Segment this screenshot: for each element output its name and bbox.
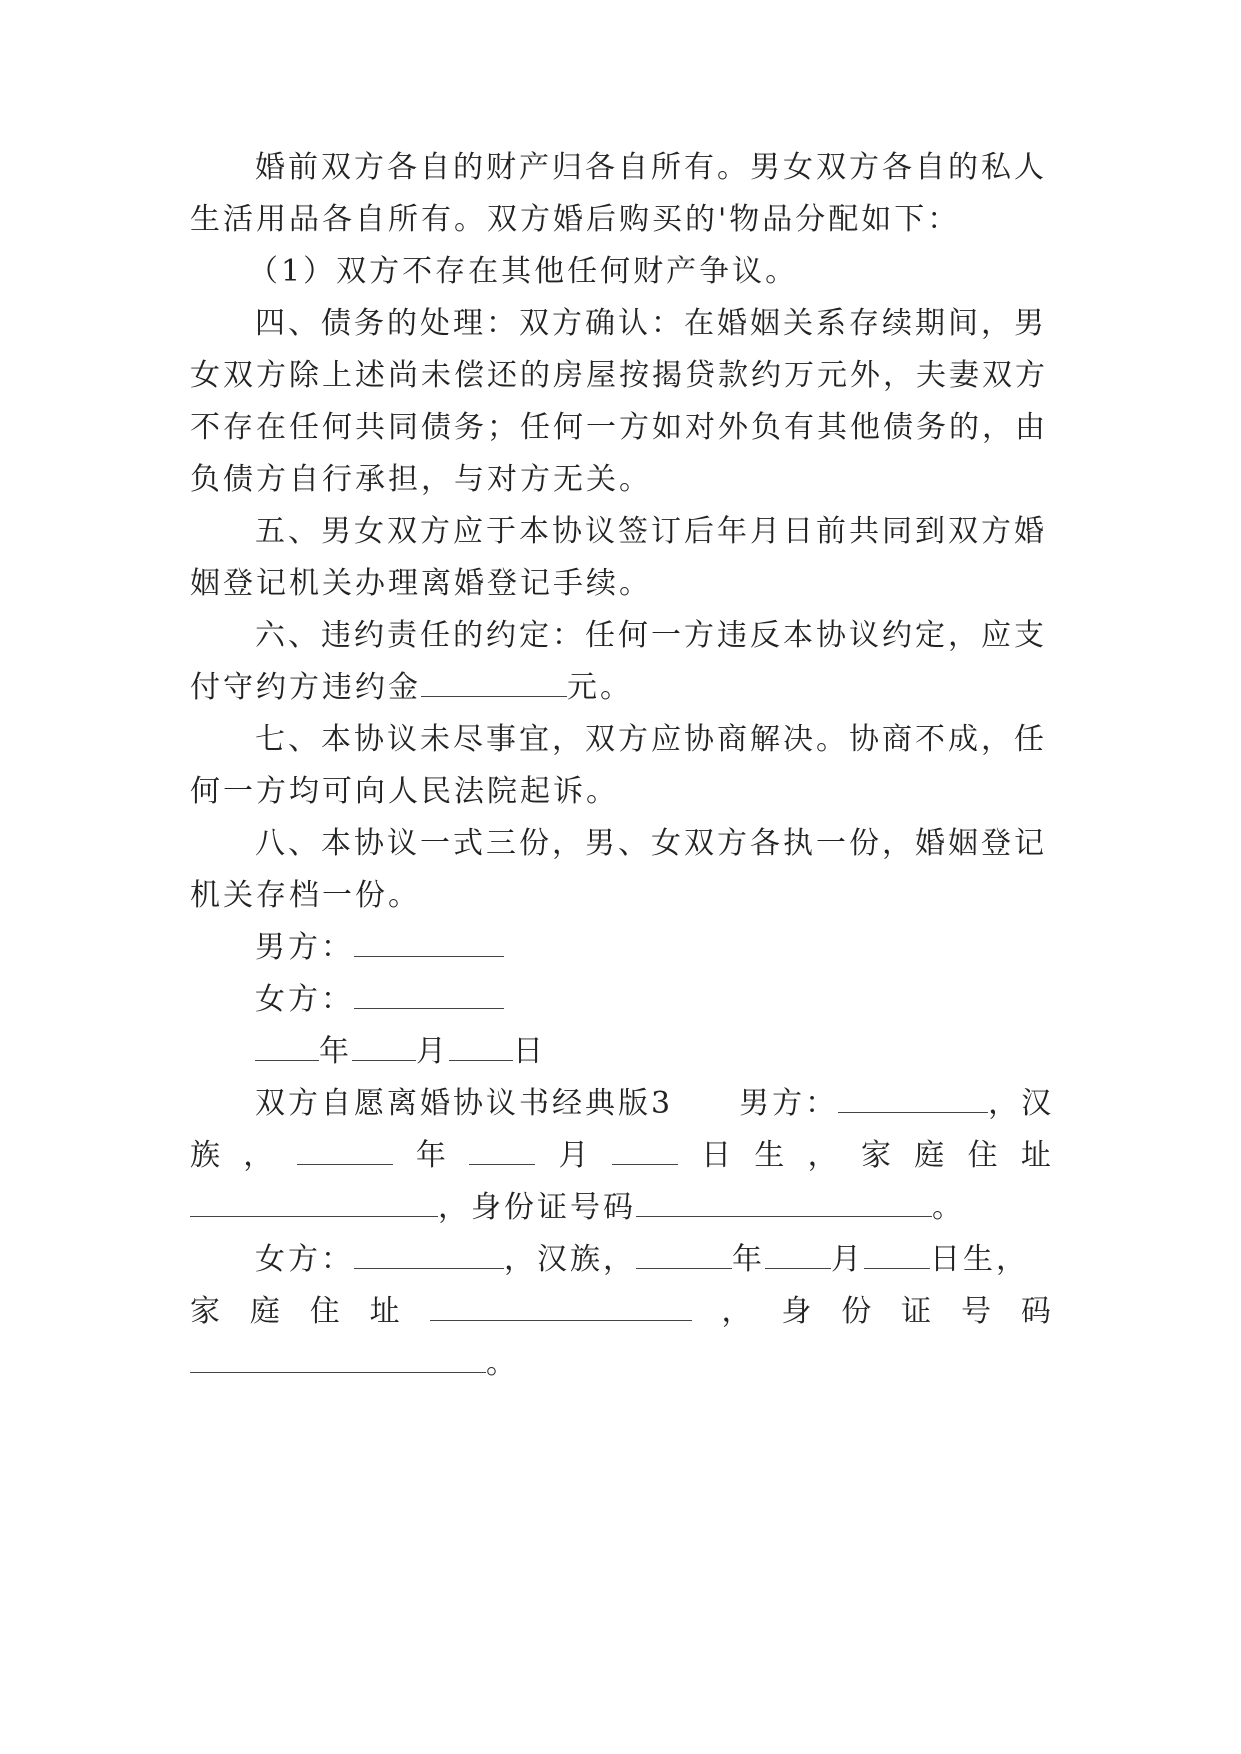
section-heading: 双方自愿离婚协议书经典版3 — [255, 1086, 674, 1121]
text-fragment: 族 — [190, 1138, 220, 1173]
paragraph-line — [255, 1240, 1051, 1280]
paragraph-line: 婚前双方各自的财产归各自所有。男女双方各自的私人 — [255, 150, 1047, 185]
fill-blank — [421, 668, 567, 697]
paragraph-line: （1）双方不存在其他任何财产争议。 — [248, 254, 799, 289]
fill-blank — [449, 1032, 513, 1061]
fill-blank — [352, 1032, 416, 1061]
text-fragment: 庭 — [914, 1138, 945, 1173]
text-fragment: 日 — [701, 1138, 732, 1173]
date-line — [255, 1032, 1051, 1072]
fill-blank — [190, 1188, 438, 1217]
fill-blank — [255, 1032, 319, 1061]
fill-blank — [864, 1240, 930, 1269]
text-fragment: 住 — [967, 1138, 998, 1173]
fill-blank — [612, 1136, 678, 1165]
text-fragment: 男方： — [739, 1086, 839, 1121]
fill-blank — [430, 1292, 692, 1321]
text-fragment: 年 — [415, 1138, 446, 1173]
text-fragment: 身 — [781, 1294, 812, 1329]
signature-label: 男方： — [255, 930, 354, 965]
paragraph-line: 五、男女双方应于本协议签订后年月日前共同到双方婚 — [255, 514, 1047, 549]
text-fragment: 付守约方违约金 — [190, 670, 421, 705]
text-fragment: 份 — [841, 1294, 872, 1329]
paragraph-line: 机关存档一份。 — [190, 878, 421, 913]
text-fragment: 庭 — [249, 1294, 280, 1329]
text-fragment: ， — [721, 1294, 752, 1329]
text-fragment: 。 — [932, 1190, 965, 1225]
text-fragment: 码 — [1020, 1294, 1051, 1329]
text-fragment: 住 — [309, 1294, 340, 1329]
signature-label: 女方： — [255, 982, 354, 1017]
date-text: 年 — [319, 1034, 352, 1069]
fill-blank — [190, 1344, 486, 1373]
text-fragment: 址 — [1020, 1138, 1051, 1173]
paragraph-line: 八、本协议一式三份，男、女双方各执一份，婚姻登记 — [255, 826, 1047, 861]
paragraph-line — [190, 1136, 1051, 1176]
date-text: 月 — [416, 1034, 449, 1069]
text-fragment: 生 — [754, 1138, 785, 1173]
paragraph-line — [190, 1188, 1051, 1228]
text-fragment: 号 — [961, 1294, 992, 1329]
paragraph-line: 七、本协议未尽事宜，双方应协商解决。协商不成，任 — [255, 722, 1047, 757]
fill-blank — [354, 928, 504, 957]
fill-blank — [354, 1240, 504, 1269]
section-heading-line — [255, 1084, 1055, 1124]
text-fragment: 女方： — [255, 1242, 354, 1277]
text-fragment: 年 — [732, 1242, 765, 1277]
text-fragment: 。 — [486, 1346, 519, 1381]
fill-blank — [297, 1136, 393, 1165]
text-fragment: 月 — [831, 1242, 864, 1277]
paragraph-line: 女双方除上述尚未偿还的房屋按揭贷款约万元外，夫妻双方 — [190, 358, 1048, 393]
text-fragment: 家 — [860, 1138, 891, 1173]
paragraph-line: 姻登记机关办理离婚登记手续。 — [190, 566, 652, 601]
text-fragment: 元。 — [567, 670, 633, 705]
text-fragment: ，汉 — [988, 1086, 1055, 1121]
paragraph-line: 负债方自行承担，与对方无关。 — [190, 462, 652, 497]
fill-blank — [636, 1188, 932, 1217]
text-fragment: ， — [243, 1138, 274, 1173]
signature-line — [255, 928, 1051, 968]
text-fragment: 址 — [369, 1294, 400, 1329]
text-fragment: ， — [807, 1138, 838, 1173]
fill-blank — [636, 1240, 732, 1269]
fill-blank — [354, 980, 504, 1009]
date-text: 日 — [513, 1034, 546, 1069]
text-fragment: 日生， — [930, 1242, 1029, 1277]
text-fragment: 家 — [190, 1294, 220, 1329]
paragraph-line — [190, 1344, 1051, 1384]
paragraph-line: 何一方均可向人民法院起诉。 — [190, 774, 619, 809]
paragraph-line: 生活用品各自所有。双方婚后购买的'物品分配如下： — [190, 202, 961, 237]
paragraph-line — [190, 668, 1051, 708]
text-fragment: 月 — [558, 1138, 589, 1173]
text-fragment: 证 — [901, 1294, 932, 1329]
paragraph-line: 不存在任何共同债务；任何一方如对外负有其他债务的，由 — [190, 410, 1048, 445]
fill-blank — [838, 1084, 988, 1113]
paragraph-line — [190, 1292, 1051, 1332]
paragraph-line: 六、违约责任的约定：任何一方违反本协议约定，应支 — [255, 618, 1047, 653]
paragraph-line: 四、债务的处理：双方确认：在婚姻关系存续期间，男 — [255, 306, 1047, 341]
signature-line — [255, 980, 1051, 1020]
fill-blank — [765, 1240, 831, 1269]
text-fragment: ，汉族， — [504, 1242, 636, 1277]
text-fragment: ，身份证号码 — [438, 1190, 636, 1225]
fill-blank — [469, 1136, 535, 1165]
